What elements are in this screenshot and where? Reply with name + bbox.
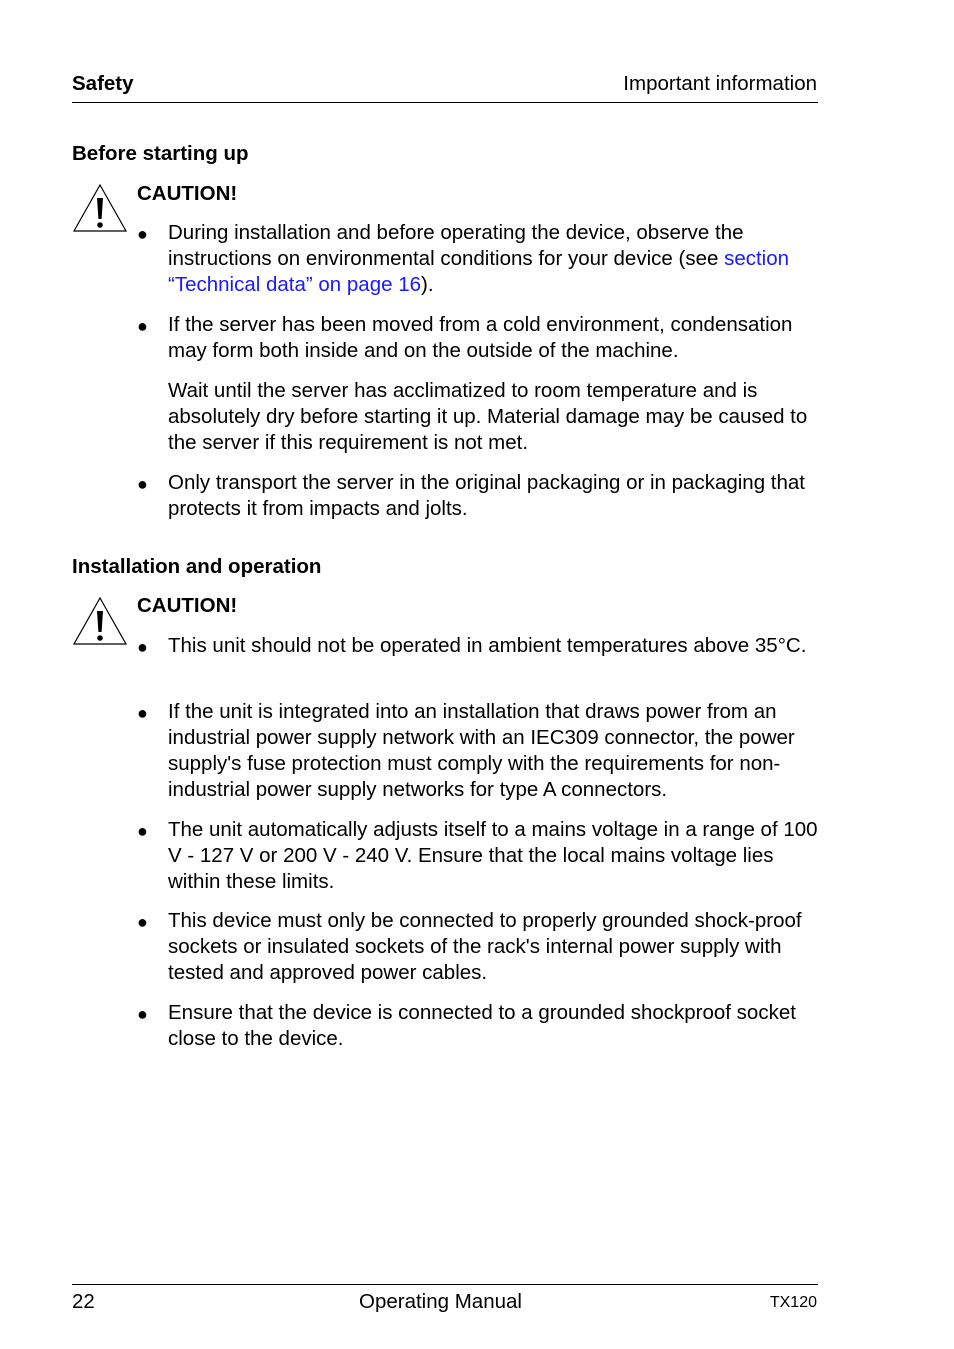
list-item: Only transport the server in the original packaging or in packaging that protects it from impacts and jolts. — [168, 471, 806, 520]
warning-triangle-icon — [72, 596, 128, 646]
bullet: ● — [137, 224, 148, 244]
bullet: ● — [137, 474, 148, 494]
section-heading-installation-and-operation: Installation and operation — [72, 555, 322, 578]
bullet: ● — [137, 912, 148, 932]
list-item — [168, 220, 818, 298]
list-item-text-end: ). — [421, 273, 434, 296]
model-name: TX120 — [769, 1294, 817, 1311]
list-item: This unit should not be operated in ambient temperatures above 35°C. — [168, 634, 807, 657]
caution-label: CAUTION! — [137, 182, 238, 205]
bullet: ● — [137, 821, 148, 841]
header-rule — [72, 102, 818, 103]
bullet: ● — [137, 703, 148, 723]
bullet: ● — [137, 1004, 148, 1024]
page-number: 22 — [72, 1290, 95, 1313]
bullet: ● — [137, 316, 148, 336]
header-title: Important information — [623, 72, 817, 95]
manual-title: Operating Manual — [359, 1290, 522, 1313]
header-section: Safety — [72, 72, 134, 95]
list-item: Ensure that the device is connected to a grounded shockproof socket close to the device. — [168, 1001, 796, 1050]
footer-rule — [72, 1284, 818, 1285]
list-item: If the server has been moved from a cold environment, condensation may form both inside and on the outside of the machine. — [168, 313, 793, 362]
warning-triangle-icon — [72, 183, 128, 233]
section-heading-before-starting-up: Before starting up — [72, 142, 249, 165]
list-item-text: During installation and before operating the device, observe the instructions on environmental conditions for your device (see — [168, 221, 744, 270]
list-item: The unit automatically adjusts itself to a mains voltage in a range of 100 V - 127 V or 200 V - 240 V. Ensure that the local mains voltage lies within these limits. — [168, 818, 818, 893]
list-item: This device must only be connected to properly grounded shock-proof sockets or insulated sockets of the rack's internal power supply with tested and approved power cables. — [168, 909, 802, 984]
list-item: If the unit is integrated into an installation that draws power from an industrial power supply network with an IEC309 connector, the power supply's fuse protection must comply with the requirements for non-industrial power supply networks for type A connectors. — [168, 700, 795, 801]
caution-label: CAUTION! — [137, 594, 238, 617]
bullet: ● — [137, 637, 148, 657]
list-item-continuation: Wait until the server has acclimatized to room temperature and is absolutely dry before starting it up. Material damage may be caused to the server if this requirement is not met. — [168, 379, 808, 454]
technical-data-link[interactable]: section “Technical data” on page 16 — [168, 247, 790, 296]
